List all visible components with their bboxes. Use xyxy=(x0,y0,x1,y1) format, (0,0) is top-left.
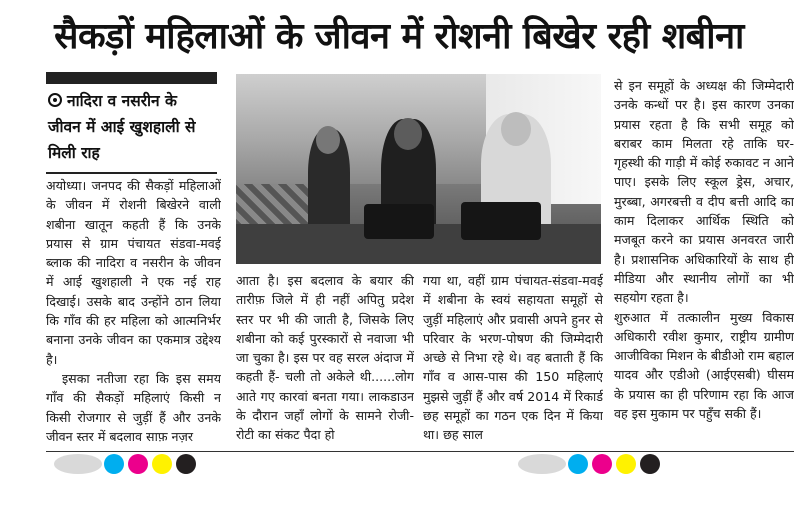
paragraph: शुरुआत में तत्कालीन मुख्य विकास अधिकारी रवीश कुमार, राष्ट्रीय ग्रामीण आजीविका मिशन के बीडीओ राम बहाल यादव और एडीओ (आईएसबी) घीसम के प्रयास का ही परिणाम रहा कि आज वह इस मुकाम पर पहुँच सकी हैं। xyxy=(614,309,794,422)
magenta-dot xyxy=(592,454,612,474)
column-3 xyxy=(423,271,603,448)
article-headline: सैकड़ों महिलाओं के जीवन में रोशनी बिखेर रही शबीना xyxy=(54,16,744,57)
magenta-dot xyxy=(128,454,148,474)
bullet-icon xyxy=(48,93,62,107)
paragraph: इसका नतीजा रहा कि इस समय गाँव की सैकड़ों महिलाएं किसी न किसी रोजगार से जुड़ीं हैं और उनके जीवन स्तर में बदलाव साफ़ नज़र xyxy=(46,370,221,444)
paragraph: गया था, वहीं ग्राम पंचायत-संडवा-मवई में शबीना के स्वयं सहायता समूहों से जुड़ीं महिलाएं और प्रवासी अपने हुनर से परिवार के भरण-पोषण की जिम्मेदारी अच्छे से निभा रहे थे। वह बताती हैं कि गाँव व आस-पास की 150 महिलाएं मुझसे जुड़ीं हैं और वर्ष 2014 में रिकार्ड छह समूहों का गठन एक दिन में किया था। छह साल xyxy=(423,273,603,443)
oval-mark xyxy=(518,454,566,474)
article-photo xyxy=(236,74,601,264)
yellow-dot xyxy=(616,454,636,474)
black-dot xyxy=(640,454,660,474)
paragraph: आता है। इस बदलाव के बयार की तारीफ़ जिले में ही नहीं अपितु प्रदेश स्तर पर भी की जाती है, जिसके लिए शबीना को कई पुरस्कारों से नवाजा भी जा चुका है। इस पर वह सरल अंदाज में कहती हैं- चली तो अकेले थी......लोग आते गए कारवां बनता गया। लाकडाउन के दौरान जहाँ लोगों के सामने रोजी-रोटी का संकट पैदा हो xyxy=(236,273,414,443)
cyan-dot xyxy=(104,454,124,474)
yellow-dot xyxy=(152,454,172,474)
subheadline: नादिरा व नसरीन के जीवन में आई खुशहाली से मिली राह xyxy=(48,92,196,162)
divider xyxy=(46,451,794,452)
black-dot xyxy=(176,454,196,474)
divider xyxy=(46,172,217,174)
column-2 xyxy=(236,271,414,448)
subheadline-box xyxy=(46,72,217,172)
column-1 xyxy=(46,176,221,448)
paragraph: अयोध्या। जनपद की सैकड़ों महिलाओं के जीवन में रोशनी बिखेरने वाली शबीना खातून कहती हैं कि उनके प्रयास से ग्राम पंचायत संडवा-मवई ब्लाक की नादिरा व नसरीन के जीवन में आई खुशहाली ने एक नई राह दिखाई। उसके बाद उन्होंने ठान लिया कि गाँव की हर महिला को आत्मनिर्भर बनाना उनके जीवन का एकमात्र उद्देश्य है। xyxy=(46,178,221,367)
cyan-dot xyxy=(568,454,588,474)
column-4 xyxy=(614,76,794,448)
oval-mark xyxy=(54,454,102,474)
paragraph: से इन समूहों के अध्यक्ष की जिम्मेदारी उनके कन्धों पर है। इस कारण उनका प्रयास रहता है कि सभी समूह को बराबर काम मिलता रहे ताकि घर-गृहस्थी की गाड़ी में कोई रुकावट न आने पाए। इसके लिए स्कूल ड्रेस, अचार, मुरब्बा, अगरबत्ती व दीप बत्ती आदि का काम दिलाकर आर्थिक स्थिति को मजबूत करने का प्रयास अनवरत जारी है। प्रशासनिक अधिकारियों के साथ ही मीडिया और स्थानीय लोगों का भी सहयोग रहता है। xyxy=(614,78,794,306)
